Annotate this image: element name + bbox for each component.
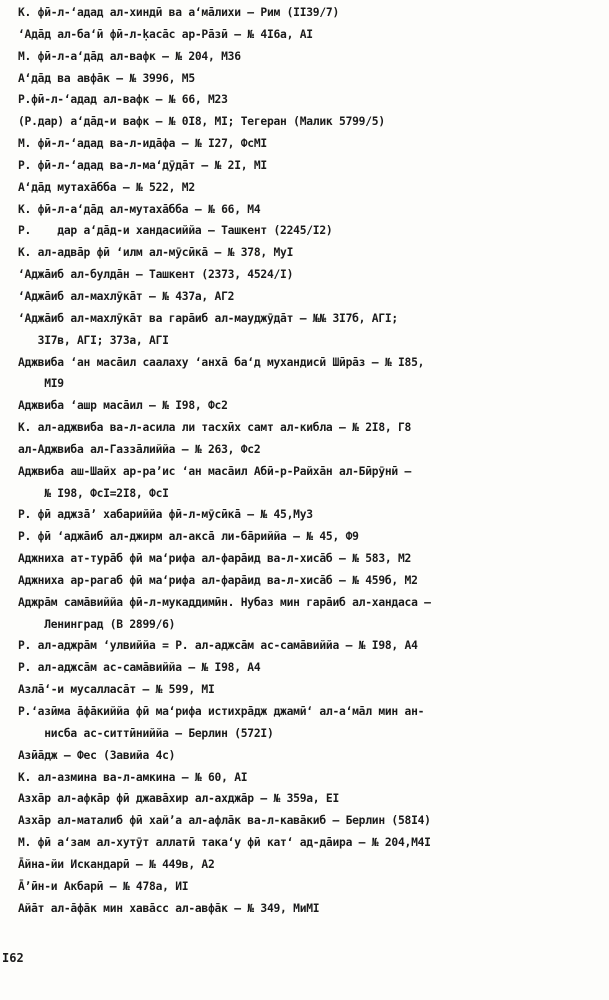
entry-line: Ленинград (В 2899/6) — [18, 617, 176, 631]
entry-line: ʻАдāд ал-баʻӣ фӣ-л-ḳасāс ар-Рāзӣ – № 4I6а, АI — [18, 27, 313, 41]
entry-line: Аджниха ар-рагаб фӣ маʻрифа ал-фарāид ва-л-хисāб – № 459б, М2 — [18, 573, 418, 587]
entry-line: К. ал-азмина ва-л-амкина – № 60, АI — [18, 770, 248, 784]
entry-line: МI9 — [18, 377, 64, 391]
entry-line: Айāт ал-āфāк мин хавāсс ал-авфāк – № 349, МиМI — [18, 901, 320, 915]
entry-line: ʻАджāиб ал-булдāн – Ташкент (2373, 4524/I) — [18, 268, 294, 282]
entry-line: Р.ʻазӣма āфāкиййа фӣ маʻрифа истихрāдж джамӣʻ ал-аʻмāл мин ан- — [18, 705, 425, 718]
entry-line: Р. фӣ ʻаджāиб ал-джирм ал-аксā ли-бāриййа – № 45, Ф9 — [18, 530, 359, 544]
entry-line: Аʻдāд ва авфāк – № 3996, М5 — [18, 71, 195, 85]
entry-line: К. фӣ-л-ʻадад ал-хиндӣ ва аʻмāлихи – Рим (II39/7) — [18, 6, 340, 19]
entry-line: Р. фӣ-л-ʻадад ва-л-маʻдӯдāт – № 2I, МI — [18, 158, 267, 172]
entry-line: Аджниха ат-турāб фӣ маʻрифа ал-фарāид ва-л-хисāб – № 583, М2 — [18, 552, 412, 566]
entry-line: Азхāр ал-афкāр фӣ джавāхир ал-ахджāр – № 359а, ЕI — [18, 792, 340, 806]
entry-line: нисба ас-ситтӣниййа – Берлин (572I) — [18, 726, 274, 740]
entry-line: Азӣāдж – Фес (Завийа 4с) — [18, 748, 176, 762]
entry-line: Р.фӣ-л-ʻадад ал-вафк – № 66, М23 — [18, 93, 228, 107]
entry-line: Р. ал-аджсāм ас-самāвиййа – № I98, А4 — [18, 661, 261, 675]
entry-line: ʻАджāиб ал-махлӯкāт ва гарāиб ал-мауджӯдāт – №№ 3I7б, АГI; — [18, 311, 398, 325]
entry-line: М. фӣ-л-аʻдāд ал-вафк – № 204, М36 — [18, 49, 241, 63]
entry-line: Аджрāм самāвиййа фӣ-л-мукаддимӣн. Нубаз мин гарāиб ал-хандаса – — [18, 595, 431, 609]
entry-line: М. фӣ аʻзам ал-хутӯт аллатӣ такаʻу фӣ катʻ ад-дāира – № 204,М4I — [18, 836, 431, 850]
entry-line: К. ал-аджвиба ва-л-асила ли тасхӣх самт ал-кибла – № 2I8, Г8 — [18, 421, 412, 435]
entry-line: Аʻдāд мутахāбба – № 522, М2 — [18, 180, 195, 194]
entry-line: Āʼӣн-и Акбарӣ – № 478а, ИI — [18, 879, 189, 893]
entry-line: Аджвиба ʻашр масāил – № I98, Фс2 — [18, 399, 228, 413]
page-number: I62 — [2, 951, 24, 965]
entry-line: ʻАджāиб ал-махлӯкāт – № 437а, АГ2 — [18, 289, 235, 303]
entry-line: Аджвиба ʻан масāил саалаху ʻанхā баʻд мухандисӣ Шӣрāз – № I85, — [18, 355, 425, 369]
entry-line: К. фӣ-л-аʻдāд ал-мутахāбба – № 66, М4 — [18, 202, 261, 216]
entry-line: М. фӣ-л-ʻадад ва-л-идāфа – № I27, ФсМI — [18, 137, 267, 151]
bibliography-entries — [18, 2, 603, 919]
entry-line: Азхāр ал-маталиб фӣ хайʼа ал-афлāк ва-л-кавāкиб – Берлин (58I4) — [18, 814, 431, 828]
entry-line: К. ал-адвāр фӣ ʻилм ал-мӯсӣкā – № 378, МуI — [18, 246, 294, 260]
entry-line: Р. ал-аджрāм ʻулвиййа = Р. ал-аджсāм ас-самāвиййа – № I98, А4 — [18, 639, 418, 653]
entry-line: Аджвиба аш-Шайх ар-раʼис ʻан масāил Абӣ-р-Райхāн ал-Бӣрӯнӣ – — [18, 464, 412, 478]
entry-line: Āйна-йи Искандарӣ – № 449в, А2 — [18, 857, 215, 871]
entry-line: Р. дар аʻдāд-и хандасиййа – Ташкент (2245/I2) — [18, 224, 333, 238]
entry-line: (Р.дар) аʻдāд-и вафк – № 0I8, МI; Тегеран (Малик 5799/5) — [18, 115, 385, 129]
entry-line: Р. фӣ аджзāʼ хабариййа фӣ-л-мӯсӣкā – № 45,Му3 — [18, 508, 313, 522]
entry-line: № I98, ФсI=2I8, ФсI — [18, 486, 169, 500]
entry-line: ал-Аджвиба ал-Газзāлиййа – № 263, Фс2 — [18, 442, 261, 456]
entry-line: Азлāʻ-и мусалласāт – № 599, МI — [18, 683, 215, 697]
entry-line: 3I7в, АГI; 373а, АГI — [18, 333, 169, 347]
